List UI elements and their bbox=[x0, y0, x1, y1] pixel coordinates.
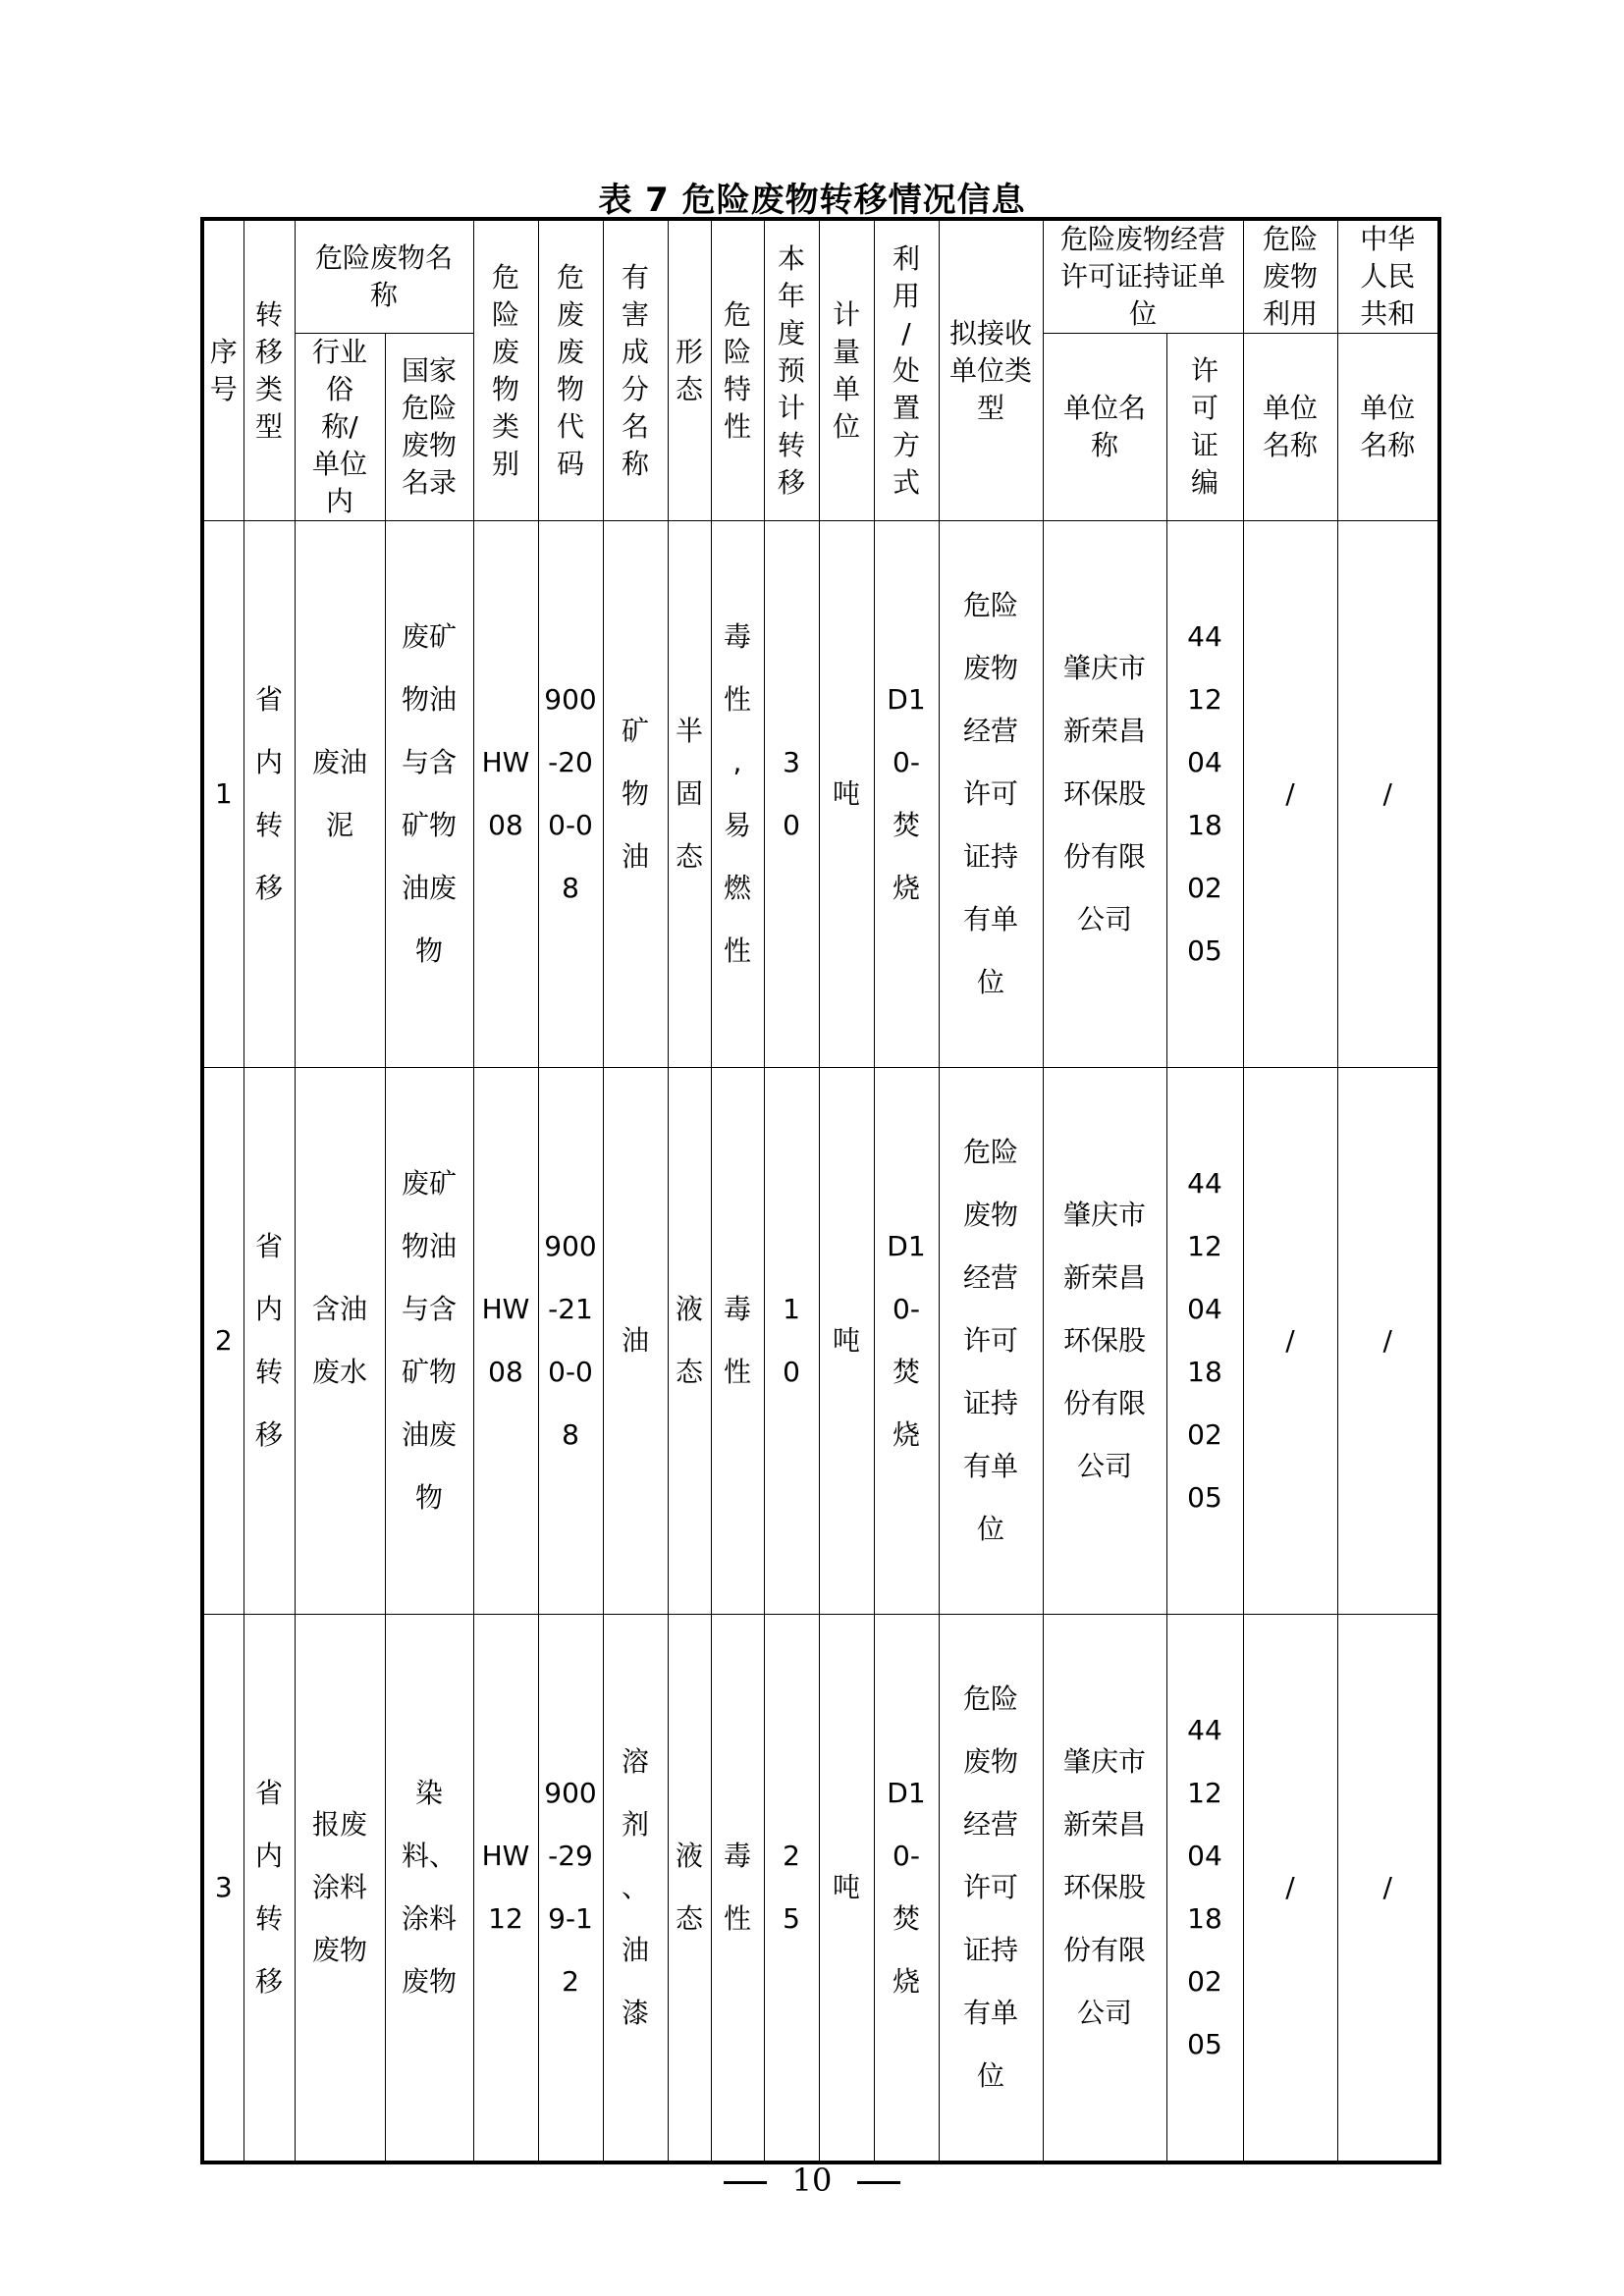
header-harmful-component: 有害成分名称 bbox=[603, 219, 668, 521]
header-seq: 序号 bbox=[202, 219, 244, 521]
table-title: 表 7 危险废物转移情况信息 bbox=[598, 181, 1026, 220]
cell-national-list-name: 染料、涂料废物 bbox=[385, 1615, 473, 2163]
cell-annual-amount: 10 bbox=[764, 1068, 819, 1615]
cell-waste-code: 900-210-08 bbox=[538, 1068, 603, 1615]
cell-unit: 吨 bbox=[819, 521, 874, 1068]
header-industry-name: 行业俗称/单位内 bbox=[295, 334, 385, 521]
header-waste-utilization: 危险废物利用 bbox=[1243, 219, 1337, 334]
cell-waste-category: HW08 bbox=[473, 521, 538, 1068]
cell-waste-category: HW08 bbox=[473, 1068, 538, 1615]
header-prc: 中华人民共和 bbox=[1337, 219, 1439, 334]
cell-seq: 3 bbox=[202, 1615, 244, 2163]
cell-form: 液态 bbox=[668, 1068, 711, 1615]
cell-form: 液态 bbox=[668, 1615, 711, 2163]
page-number: 10 bbox=[791, 2162, 833, 2199]
cell-disposal-method: D10-焚烧 bbox=[874, 1615, 939, 2163]
cell-national-list-name: 废矿物油与含矿物油废物 bbox=[385, 1068, 473, 1615]
header-transfer-type: 转移类型 bbox=[244, 219, 295, 521]
hazardous-waste-transfer-table bbox=[200, 217, 1441, 2164]
cell-industry-name: 含油废水 bbox=[295, 1068, 385, 1615]
table-row bbox=[202, 1615, 1439, 2163]
cell-disposal-method: D10-焚烧 bbox=[874, 521, 939, 1068]
cell-disposal-method: D10-焚烧 bbox=[874, 1068, 939, 1615]
cell-seq: 2 bbox=[202, 1068, 244, 1615]
cell-utilization-unit-name: / bbox=[1243, 521, 1337, 1068]
cell-harmful-component: 油 bbox=[603, 1068, 668, 1615]
cell-annual-amount: 30 bbox=[764, 521, 819, 1068]
header-unit: 计量单位 bbox=[819, 219, 874, 521]
header-utilization-unit-name: 单位名称 bbox=[1243, 334, 1337, 521]
header-row-1 bbox=[202, 219, 1439, 334]
cell-waste-category: HW12 bbox=[473, 1615, 538, 2163]
cell-holder-unit-name: 肇庆市新荣昌环保股份有限公司 bbox=[1043, 1068, 1166, 1615]
header-waste-category: 危险废物类别 bbox=[473, 219, 538, 521]
table-row bbox=[202, 1068, 1439, 1615]
cell-utilization-unit-name: / bbox=[1243, 1068, 1337, 1615]
cell-prc-unit-name: / bbox=[1337, 521, 1439, 1068]
cell-hazard-property: 毒性 bbox=[711, 1068, 764, 1615]
header-waste-code: 危废废物代码 bbox=[538, 219, 603, 521]
header-holder-unit-name: 单位名称 bbox=[1043, 334, 1166, 521]
header-license-holder: 危险废物经营许可证持证单位 bbox=[1043, 219, 1243, 334]
cell-waste-code: 900-200-08 bbox=[538, 521, 603, 1068]
header-form: 形态 bbox=[668, 219, 711, 521]
footer-dash-right bbox=[857, 2181, 900, 2184]
header-waste-name: 危险废物名称 bbox=[295, 219, 473, 334]
cell-annual-amount: 25 bbox=[764, 1615, 819, 2163]
cell-national-list-name: 废矿物油与含矿物油废物 bbox=[385, 521, 473, 1068]
header-receiver-type: 拟接收单位类型 bbox=[939, 219, 1043, 521]
footer-dash-left bbox=[724, 2181, 767, 2184]
header-hazard-property: 危险特性 bbox=[711, 219, 764, 521]
table-row bbox=[202, 521, 1439, 1068]
cell-harmful-component: 溶剂、油漆 bbox=[603, 1615, 668, 2163]
cell-prc-unit-name: / bbox=[1337, 1068, 1439, 1615]
header-national-list-name: 国家危险废物名录 bbox=[385, 334, 473, 521]
cell-hazard-property: 毒性,易燃性 bbox=[711, 521, 764, 1068]
cell-hazard-property: 毒性 bbox=[711, 1615, 764, 2163]
header-annual-amount: 本年度预计转移 bbox=[764, 219, 819, 521]
cell-transfer-type: 省内转移 bbox=[244, 1068, 295, 1615]
page-footer bbox=[0, 2162, 1624, 2199]
cell-prc-unit-name: / bbox=[1337, 1615, 1439, 2163]
cell-form: 半固态 bbox=[668, 521, 711, 1068]
header-disposal-method: 利用/处置方式 bbox=[874, 219, 939, 521]
cell-holder-unit-name: 肇庆市新荣昌环保股份有限公司 bbox=[1043, 521, 1166, 1068]
header-prc-unit-name: 单位名称 bbox=[1337, 334, 1439, 521]
cell-license-number: 441204180205 bbox=[1166, 1615, 1243, 2163]
cell-waste-code: 900-299-12 bbox=[538, 1615, 603, 2163]
cell-license-number: 441204180205 bbox=[1166, 521, 1243, 1068]
cell-unit: 吨 bbox=[819, 1068, 874, 1615]
cell-receiver-type: 危险废物经营许可证持有单位 bbox=[939, 1068, 1043, 1615]
cell-harmful-component: 矿物油 bbox=[603, 521, 668, 1068]
cell-receiver-type: 危险废物经营许可证持有单位 bbox=[939, 521, 1043, 1068]
cell-industry-name: 废油泥 bbox=[295, 521, 385, 1068]
cell-seq: 1 bbox=[202, 521, 244, 1068]
header-license-number: 许可证编 bbox=[1166, 334, 1243, 521]
cell-receiver-type: 危险废物经营许可证持有单位 bbox=[939, 1615, 1043, 2163]
cell-industry-name: 报废涂料废物 bbox=[295, 1615, 385, 2163]
cell-utilization-unit-name: / bbox=[1243, 1615, 1337, 2163]
cell-license-number: 441204180205 bbox=[1166, 1068, 1243, 1615]
cell-transfer-type: 省内转移 bbox=[244, 1615, 295, 2163]
cell-transfer-type: 省内转移 bbox=[244, 521, 295, 1068]
cell-holder-unit-name: 肇庆市新荣昌环保股份有限公司 bbox=[1043, 1615, 1166, 2163]
cell-unit: 吨 bbox=[819, 1615, 874, 2163]
